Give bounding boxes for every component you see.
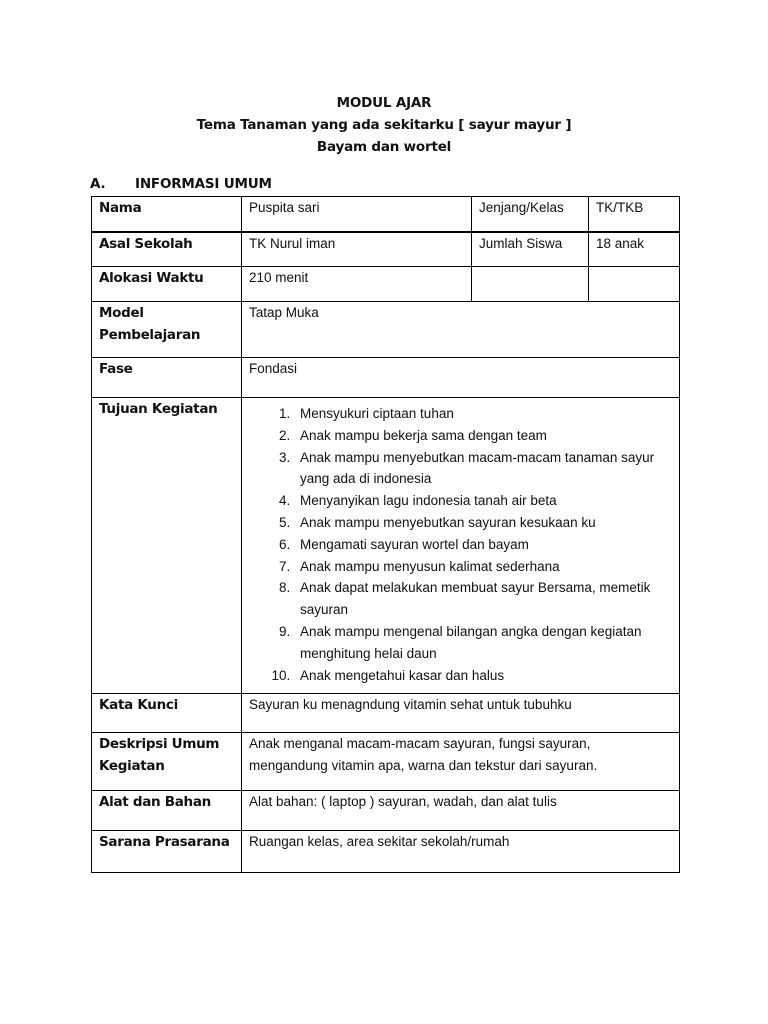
label-jumlah-siswa: Jumlah Siswa [472,232,589,267]
info-table [91,196,680,873]
list-item: 7. Anak mampu menyusun kalimat sederhana [294,556,672,578]
list-item: 10. Anak mengetahui kasar dan halus [294,665,672,687]
label-model-pembelajaran: Model Pembelajaran [92,302,242,358]
list-item: 6. Mengamati sayuran wortel dan bayam [294,534,672,556]
label-tujuan-kegiatan: Tujuan Kegiatan [92,398,242,694]
list-item: 4. Menyanyikan lagu indonesia tanah air beta [294,490,672,512]
value-jenjang-kelas: TK/TKB [589,197,680,232]
row-tujuan-kegiatan [92,398,680,694]
value-alat-bahan: Alat bahan: ( laptop ) sayuran, wadah, dan alat tulis [242,791,680,831]
empty-cell [472,267,589,302]
document-header [0,92,768,158]
section-title: INFORMASI UMUM [135,176,272,192]
label-alokasi-waktu: Alokasi Waktu [92,267,242,302]
value-kata-kunci: Sayuran ku menagndung vitamin sehat untuk tubuhku [242,694,680,733]
value-sarana-prasarana: Ruangan kelas, area sekitar sekolah/rumah [242,831,680,873]
label-kata-kunci: Kata Kunci [92,694,242,733]
list-item: 2. Anak mampu bekerja sama dengan team [294,425,672,447]
list-item: 8. Anak dapat melakukan membuat sayur Bersama, memetik sayuran [294,577,672,621]
value-model-pembelajaran: Tatap Muka [242,302,680,358]
label-nama: Nama [92,197,242,232]
list-item: 9. Anak mampu mengenal bilangan angka dengan kegiatan menghitung helai daun [294,621,672,665]
row-fase [92,358,680,398]
value-deskripsi-umum: Anak menganal macam-macam sayuran, fungsi sayuran, mengandung vitamin apa, warna dan tekstur dari sayuran. [242,733,680,791]
list-item: 5. Anak mampu menyebutkan sayuran kesukaan ku [294,512,672,534]
value-asal-sekolah: TK Nurul iman [242,232,472,267]
value-tujuan-kegiatan [242,398,680,694]
row-deskripsi-umum [92,733,680,791]
value-fase: Fondasi [242,358,680,398]
list-item: 3. Anak mampu menyebutkan macam-macam tanaman sayur yang ada di indonesia [294,447,672,491]
document-title: MODUL AJAR [336,95,432,111]
goals-list [249,403,672,686]
label-deskripsi-umum: Deskripsi Umum Kegiatan [92,733,242,791]
value-jumlah-siswa: 18 anak [589,232,680,267]
row-asal-sekolah [92,232,680,267]
value-nama: Puspita sari [242,197,472,232]
document-topic: Bayam dan wortel [316,139,452,155]
row-alokasi-waktu [92,267,680,302]
value-alokasi-waktu: 210 menit [242,267,472,302]
label-fase: Fase [92,358,242,398]
row-model-pembelajaran [92,302,680,358]
row-nama [92,197,680,232]
section-number: A. [90,176,106,192]
document-theme: Tema Tanaman yang ada sekitarku [ sayur mayur ] [196,117,572,133]
row-sarana-prasarana [92,831,680,873]
row-alat-bahan [92,791,680,831]
label-sarana-prasarana: Sarana Prasarana [92,831,242,873]
row-kata-kunci [92,694,680,733]
label-alat-bahan: Alat dan Bahan [92,791,242,831]
list-item: 1. Mensyukuri ciptaan tuhan [294,403,672,425]
label-asal-sekolah: Asal Sekolah [92,232,242,267]
empty-cell [589,267,680,302]
label-jenjang-kelas: Jenjang/Kelas [472,197,589,232]
section-heading [90,176,272,192]
